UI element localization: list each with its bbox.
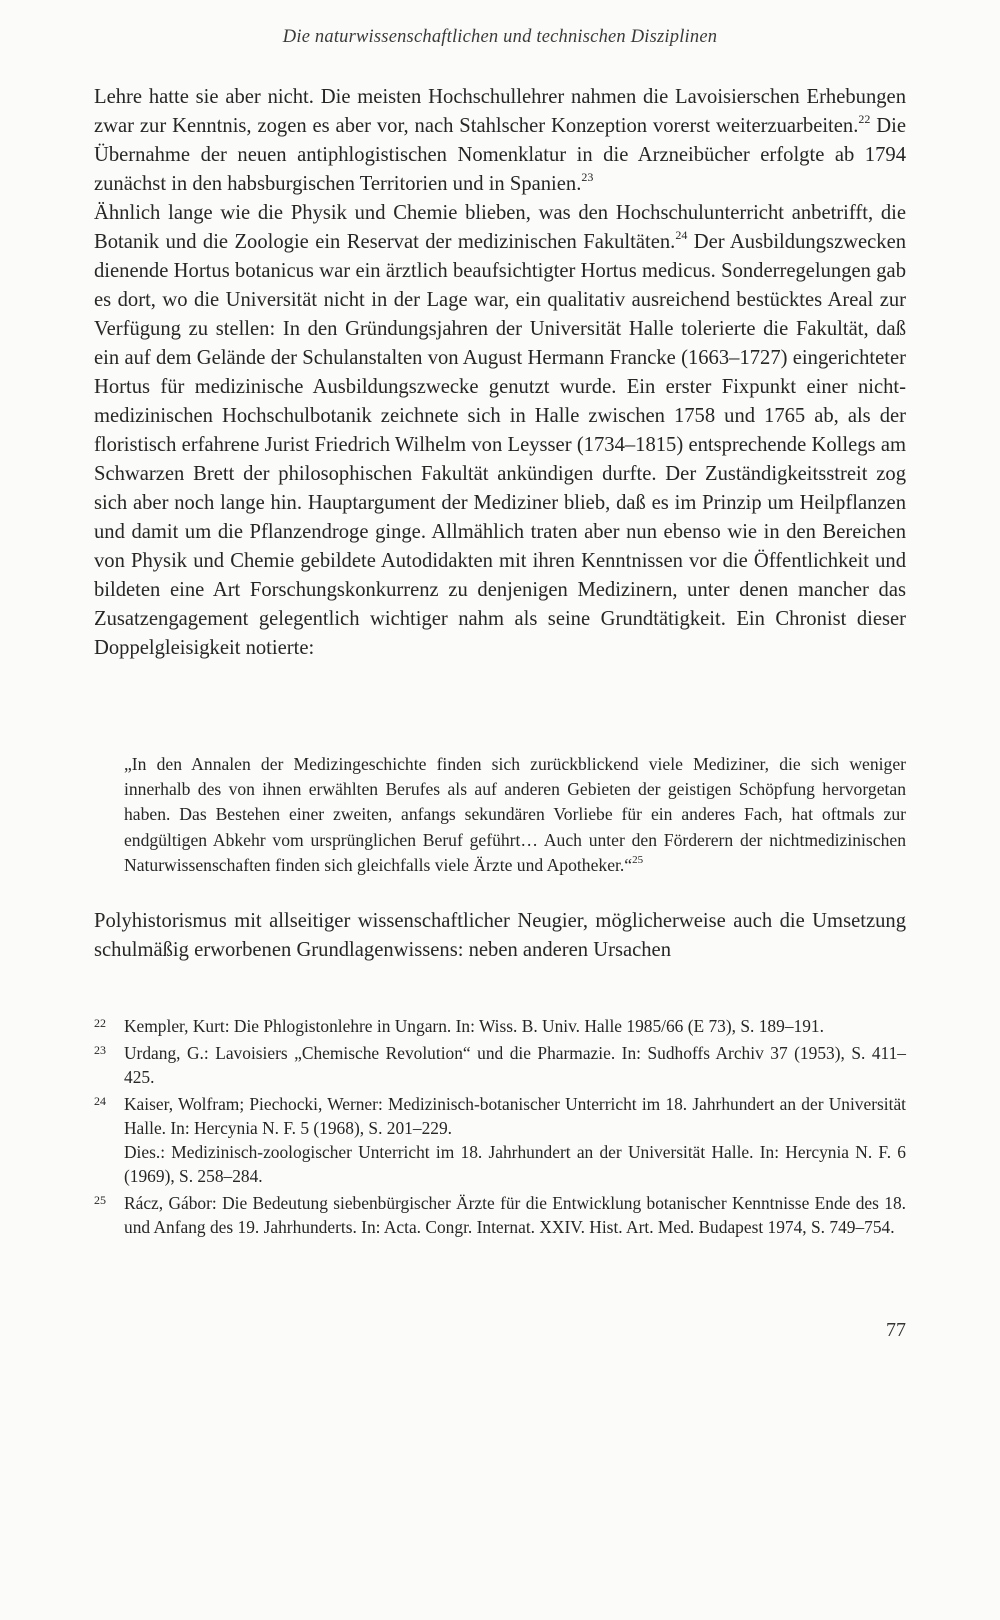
- footnotes: [94, 1014, 906, 1242]
- paragraph-1: [94, 83, 906, 199]
- footnote-ref-22: 22: [858, 112, 871, 126]
- paragraph-1-text-a: Lehre hatte sie aber nicht. Die meisten Hochschullehrer nahmen die Lavoisierschen Erhebungen zwar zur Kenntnis, zogen es aber vor, nach Stahlscher Konzeption vorerst weiterzuarbeiten.: [94, 86, 906, 137]
- footnote-number: 24: [94, 1094, 106, 1108]
- paragraph-1-text-b: Die Übernahme der neuen antiphlogistischen Nomenklatur in die Arzneibücher erfolgte ab 1794 zunächst in den habsburgischen Territorien und in Spanien.: [94, 115, 906, 195]
- paragraph-2-text-a: Ähnlich lange wie die Physik und Chemie blieben, was den Hochschulunterricht anbetrifft, die Botanik und die Zoologie ein Reservat der medizinischen Fakultäten.: [94, 202, 906, 253]
- footnote-25: [94, 1191, 906, 1239]
- footnote-23: [94, 1041, 906, 1089]
- footnote-24: [94, 1092, 906, 1188]
- footnote-text: Kempler, Kurt: Die Phlogistonlehre in Ungarn. In: Wiss. B. Univ. Halle 1985/66 (E 73), S. 189–191.: [124, 1016, 824, 1036]
- running-head: Die naturwissenschaftlichen und technischen Disziplinen: [282, 27, 718, 47]
- block-quote: [124, 752, 906, 878]
- paragraph-2: [94, 199, 906, 663]
- footnote-text: Urdang, G.: Lavoisiers „Chemische Revolution“ und die Pharmazie. In: Sudhoffs Archiv 37 (1953), S. 411–425.: [124, 1043, 906, 1087]
- page-number: 77: [886, 1319, 906, 1341]
- main-text: [94, 83, 906, 663]
- footnote-number: 22: [94, 1016, 106, 1030]
- footnote-text: Rácz, Gábor: Die Bedeutung siebenbürgischer Ärzte für die Entwicklung botanischer Kenntnisse Ende des 18. und Anfang des 19. Jahrhunderts. In: Acta. Congr. Internat. XXIV. Hist. Art. Med. Budapest 1974, S. 749–754.: [124, 1193, 906, 1237]
- footnote-22: [94, 1014, 906, 1038]
- footnote-number: 23: [94, 1043, 106, 1057]
- footnote-number: 25: [94, 1193, 106, 1207]
- footnote-ref-24: 24: [675, 228, 688, 242]
- footnote-text-continued: Dies.: Medizinisch-zoologischer Unterricht im 18. Jahrhundert an der Universität Halle. In: Hercynia N. F. 6 (1969), S. 258–284.: [124, 1142, 906, 1186]
- footnote-text: Kaiser, Wolfram; Piechocki, Werner: Medizinisch-botanischer Unterricht im 18. Jahrhundert an der Universität Halle. In: Hercynia N. F. 5 (1968), S. 201–229.: [124, 1094, 906, 1138]
- block-quote-text: „In den Annalen der Medizingeschichte finden sich zurückblickend viele Mediziner, die sich weniger innerhalb des von ihnen erwählten Berufes als auf anderen Gebieten der geistigen Schöpfung hervorgetan haben. Das Bestehen einer zweiten, anfangs sekundären Vorliebe für ein anderes Fach, hat oftmals zur endgültigen Abkehr vom ursprünglichen Beruf geführt… Auch unter den Förderern der nichtmedizinischen Naturwissenschaften finden sich gleichfalls viele Ärzte und Apotheker.“: [124, 754, 906, 875]
- paragraph-2-text-b: Der Ausbildungszwecken dienende Hortus botanicus war ein ärztlich beaufsichtigter Hortus medicus. Sonderregelungen gab es dort, wo die Universität nicht in der Lage war, ein qualitativ ausreichend bestücktes Areal zur Verfügung zu stellen: In den Gründungsjahren der Universität Halle tolerierte die Fakultät, daß ein auf dem Gelände der Schulanstalten von August Hermann Francke (1663–1727) eingerichteter Hortus für medizinische Ausbildungszwecke genutzt wurde. Ein erster Fixpunkt einer nicht-medizinischen Hochschulbotanik zeichnete sich in Halle zwischen 1758 und 1765 ab, als der floristisch erfahrene Jurist Friedrich Wilhelm von Leysser (1734–1815) entsprechende Kollegs am Schwarzen Brett der philosophischen Fakultät ankündigen durfte. Der Zuständigkeitsstreit zog sich aber noch lange hin. Hauptargument der Mediziner blieb, daß es im Prinzip um Heilpflanzen und damit um die Pflanzendroge ginge. Allmählich traten aber nun ebenso wie in den Bereichen von Physik und Chemie gebildete Autodidakten mit ihren Kenntnissen vor die Öffentlichkeit und bildeten eine Art Forschungskonkurrenz zu denjenigen Medizinern, unter denen mancher das Zusatzengagement gelegentlich wichtiger nahm als seine Grundtätigkeit. Ein Chronist dieser Doppelgleisigkeit notierte:: [94, 231, 907, 659]
- footnote-ref-23: 23: [581, 170, 594, 184]
- footnote-ref-25: 25: [632, 853, 644, 866]
- paragraph-3: Polyhistorismus mit allseitiger wissenschaftlicher Neugier, möglicherweise auch die Umsetzung schulmäßig erworbenen Grundlagenwissens: neben anderen Ursachen: [94, 910, 906, 961]
